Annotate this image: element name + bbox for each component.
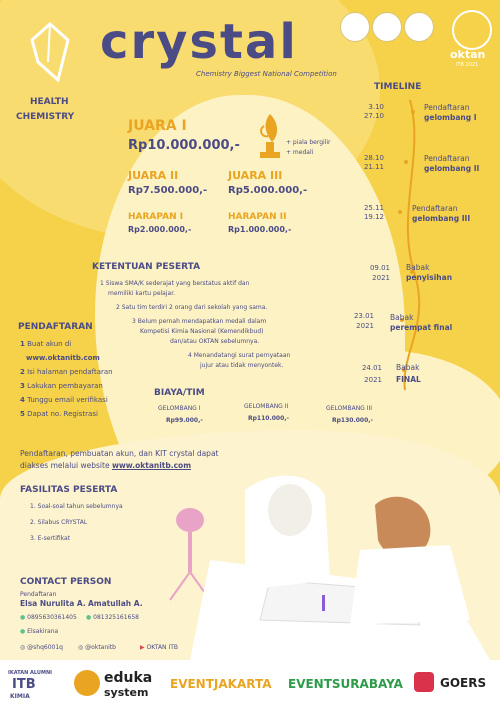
timeline-dot [411, 110, 415, 114]
timeline-date: 3.10 [368, 103, 384, 111]
info-line2: diakses melalui website www.oktanitb.com [20, 461, 192, 470]
timeline-label: gelombang III [412, 214, 471, 223]
biaya-label: GELOMBANG III [326, 405, 373, 412]
timeline-date: 2021 [372, 274, 390, 282]
crystal-logo-icon [28, 22, 72, 82]
juara2-label: JUARA II [128, 169, 179, 182]
university-logo-icon [340, 12, 370, 42]
event-subtitle: Chemistry Biggest National Competition [196, 70, 337, 78]
timeline-date: 28.10 [363, 154, 384, 162]
ketentuan-item: 1 Siswa SMA/K sederajat yang berstatus aktif dan [100, 280, 250, 287]
biaya-price: Rp130.000,- [332, 417, 374, 424]
ketentuan-item: jujur atau tidak menyontek. [200, 362, 284, 369]
contact-line[interactable]: ● Elsakirana [20, 628, 59, 635]
ketentuan-item: Kompetisi Kimia Nasional (Kemendikbud) [140, 328, 264, 335]
contact-youtube[interactable]: ▶ OKTAN ITB [140, 644, 178, 651]
contact-phone1[interactable]: ● 0895630361405 [20, 614, 77, 621]
pendaftaran-link: www.oktanitb.com [26, 354, 100, 362]
timeline-label: Babak [406, 263, 430, 272]
contact-title: CONTACT PERSON [20, 577, 112, 587]
contact-name1: Elsa Nurulita A. [20, 599, 86, 608]
timeline-label: perempat final [390, 323, 453, 332]
biaya-label: GELOMBANG I [158, 405, 201, 412]
ketentuan-title: KETENTUAN PESERTA [92, 262, 201, 272]
timeline-dot [398, 210, 402, 214]
ketentuan-item: memiliki kartu pelajar. [108, 290, 176, 297]
instagram-icon: ◎ [78, 644, 84, 651]
timeline-dot [404, 160, 408, 164]
eduka-text: eduka [104, 670, 153, 686]
ika-kimia: KIMIA [10, 693, 30, 700]
timeline-label: Babak [390, 313, 414, 322]
fasilitas-title: FASILITAS PESERTA [20, 485, 118, 495]
biaya-label: GELOMBANG II [244, 403, 289, 410]
theme-line2: CHEMISTRY [16, 112, 75, 122]
owl-logo-icon [74, 670, 100, 696]
harapan1-amount: Rp2.000.000,- [128, 225, 192, 234]
timeline-date: 25.11 [363, 204, 384, 212]
timeline-label: Babak [396, 363, 420, 372]
ketentuan-item: 2 Satu tim terdiri 2 orang dari sekolah yang sama. [116, 304, 268, 311]
pendaftaran-title: PENDAFTARAN [18, 322, 93, 332]
sponsor-footer [0, 660, 500, 707]
pendaftaran-step: 1 Buat akun di [20, 340, 72, 348]
pendaftaran-step: 5 Dapat no. Registrasi [20, 410, 98, 418]
instagram-icon: ◎ [20, 644, 26, 651]
pendaftaran-step: 3 Lakukan pembayaran [20, 382, 103, 390]
harapan2-amount: Rp1.000.000,- [228, 225, 292, 234]
eduka-system: system [104, 686, 149, 699]
eventsurabaya-logo: EVENTSURABAYA [288, 677, 403, 691]
university-seal-icon [372, 12, 402, 42]
organization-logo-icon [404, 12, 434, 42]
goers-text: GOERS [440, 676, 487, 690]
whatsapp-icon: ● [86, 614, 92, 621]
contact-phone2[interactable]: ● 081325161658 [86, 614, 139, 621]
timeline-label: Pendaftaran [412, 204, 458, 213]
ketentuan-item: 3 Belum pernah mendapatkan medali dalam [132, 318, 267, 325]
juara3-amount: Rp5.000.000,- [228, 185, 308, 196]
students-illustration [150, 450, 500, 660]
timeline-label: penyisihan [406, 273, 453, 282]
juara1-amount: Rp10.000.000,- [128, 138, 240, 153]
timeline-line [380, 95, 440, 395]
contact-ig2[interactable]: ◎ @oktanitb [78, 644, 116, 651]
juara1-extra2: + medali [286, 149, 314, 156]
oktan-name: oktan [450, 48, 486, 61]
timeline-date: 24.01 [361, 364, 382, 372]
ketentuan-item: 4 Menandatangi surat pernyataan [188, 352, 291, 359]
ika-text: IKATAN ALUMNI [8, 670, 52, 676]
fasilitas-item: 3. E-sertifikat [30, 535, 71, 542]
biaya-price: Rp110.000,- [248, 415, 290, 422]
juara1-label: JUARA I [128, 118, 187, 134]
juara1-extra1: + piala bergilir [286, 139, 331, 146]
line-icon: ● [20, 628, 26, 635]
timeline-date: 21.11 [363, 163, 384, 171]
timeline-label: gelombang I [424, 113, 477, 122]
ketentuan-item: dan/atau OKTAN sebelumnya. [170, 338, 260, 345]
oktan-year: ITB 2021 [456, 62, 479, 68]
timeline-date: 2021 [356, 322, 374, 330]
theme-line1: HEALTH [30, 97, 69, 107]
timeline-date: 09.01 [369, 264, 390, 272]
biaya-price: Rp99.000,- [166, 417, 203, 424]
fasilitas-item: 2. Silabus CRYSTAL [30, 519, 88, 526]
info-line1: Pendaftaran, pembuatan akun, dan KIT crystal dapat [20, 449, 219, 458]
biaya-title: BIAYA/TIM [154, 388, 205, 398]
youtube-icon: ▶ [140, 644, 145, 651]
timeline-date: 2021 [364, 376, 382, 384]
website-link[interactable]: www.oktanitb.com [111, 461, 192, 470]
event-title: crystal [100, 14, 298, 70]
whatsapp-icon: ● [20, 614, 26, 621]
pendaftaran-steps [20, 340, 113, 424]
pendaftaran-step: 2 Isi halaman pendaftaran [20, 368, 113, 376]
juara2-amount: Rp7.500.000,- [128, 185, 208, 196]
contact-name2: Amatullah A. [88, 599, 143, 608]
harapan1-label: HARAPAN I [128, 212, 184, 222]
timeline-label: Pendaftaran [424, 154, 470, 163]
timeline-date: 27.10 [363, 112, 384, 120]
contact-ig1[interactable]: ◎ @shq6001q [20, 644, 63, 651]
timeline-label: gelombang II [424, 164, 480, 173]
oktan-logo-icon [452, 10, 492, 50]
timeline-label: FINAL [396, 375, 421, 384]
timeline-title: TIMELINE [374, 82, 422, 92]
timeline-date: 19.12 [363, 213, 384, 221]
contact-sub: Pendaftaran [20, 591, 57, 598]
timeline-date: 23.01 [353, 312, 374, 320]
juara3-label: JUARA III [228, 169, 283, 182]
trophy-icon [256, 112, 284, 160]
pendaftaran-step: 4 Tunggu email verifikasi [20, 396, 108, 404]
goers-logo-icon [414, 672, 434, 692]
eventjakarta-logo: EVENTJAKARTA [170, 677, 272, 691]
ika-itb: ITB [12, 677, 36, 692]
fasilitas-item: 1. Soal-soal tahun sebelumnya [30, 503, 123, 510]
timeline-label: Pendaftaran [424, 103, 470, 112]
harapan2-label: HARAPAN II [228, 212, 287, 222]
